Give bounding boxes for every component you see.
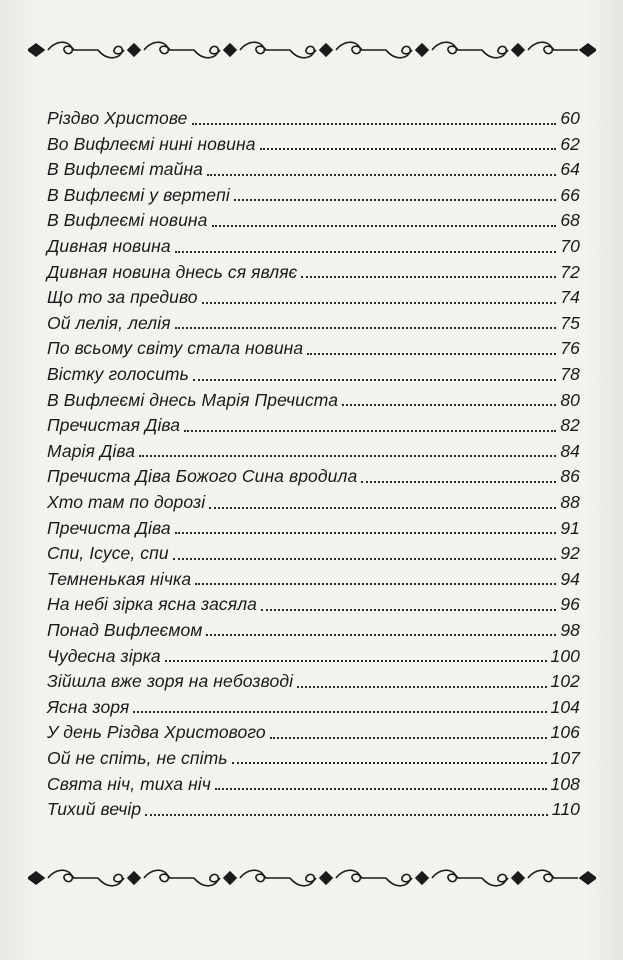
toc-entry-page-number: 66 <box>560 184 580 205</box>
toc-entry-title: Пречиста Діва Божого Сина вродила <box>47 466 358 487</box>
toc-entry-page-number: 92 <box>560 543 580 564</box>
toc-entry <box>47 742 580 768</box>
toc-entry <box>47 102 580 128</box>
toc-entry-page-number: 62 <box>560 133 580 154</box>
toc-entry-title: У день Різдва Христового <box>47 722 266 743</box>
toc-entry <box>47 153 580 179</box>
toc-entry-page-number: 100 <box>550 645 580 666</box>
toc-entry-page-number: 108 <box>550 773 580 794</box>
toc-entry-page-number: 98 <box>560 619 580 640</box>
toc-leader-dots <box>206 634 556 636</box>
toc-entry <box>47 128 580 154</box>
toc-entry <box>47 179 580 205</box>
toc-entry <box>47 307 580 333</box>
toc-leader-dots <box>232 762 547 764</box>
toc-entry-title: Спи, Ісусе, спи <box>47 543 169 564</box>
toc-entry-title: Марія Діва <box>47 440 136 461</box>
toc-entry-title: Дивная новина днесь ся являє <box>47 261 298 282</box>
toc-leader-dots <box>207 174 556 176</box>
toc-entry-title: Темненькая нічка <box>47 568 192 589</box>
toc-entry-title: Хто там по дорозі <box>47 492 206 512</box>
toc-entry-title: Тихий вечір <box>47 799 142 820</box>
toc-entry-title: Чудесна зірка <box>47 645 161 666</box>
toc-leader-dots <box>209 507 556 509</box>
toc-entry <box>47 614 580 640</box>
toc-entry-page-number: 110 <box>551 799 580 820</box>
toc-entry-title: Зійшла вже зоря на небозводі <box>47 671 294 692</box>
toc-leader-dots <box>342 404 556 406</box>
toc-leader-dots <box>307 353 556 355</box>
toc-entry <box>47 793 580 819</box>
toc-leader-dots <box>193 379 556 381</box>
toc-leader-dots <box>234 199 556 201</box>
toc-entry <box>47 563 580 589</box>
toc-entry-title: В Вифлеємі тайна <box>47 159 204 180</box>
toc-entry-page-number: 106 <box>550 722 580 743</box>
toc-entry-page-number: 60 <box>560 108 580 129</box>
table-of-contents <box>47 102 580 819</box>
toc-entry <box>47 716 580 742</box>
toc-entry <box>47 204 580 230</box>
toc-entry-title: В Вифлеємі днесь Марія Пречиста <box>47 389 339 410</box>
toc-entry-page-number: 86 <box>560 466 580 487</box>
toc-leader-dots <box>175 251 557 253</box>
toc-entry <box>47 281 580 307</box>
toc-entry <box>47 767 580 793</box>
toc-entry-page-number: 72 <box>560 261 580 282</box>
toc-leader-dots <box>133 711 546 713</box>
toc-leader-dots <box>261 609 556 611</box>
toc-leader-dots <box>202 302 557 304</box>
toc-entry <box>47 512 580 538</box>
toc-entry-page-number: 96 <box>560 594 580 615</box>
toc-entry <box>47 230 580 256</box>
toc-entry <box>47 588 580 614</box>
toc-leader-dots <box>175 532 557 534</box>
toc-entry-page-number: 64 <box>560 159 580 180</box>
toc-leader-dots <box>175 327 557 329</box>
toc-leader-dots <box>195 583 556 585</box>
toc-leader-dots <box>361 481 556 483</box>
toc-leader-dots <box>260 148 557 150</box>
toc-entry <box>47 691 580 717</box>
toc-entry-page-number: 68 <box>560 210 580 231</box>
toc-entry-page-number: 76 <box>560 338 580 359</box>
toc-entry-page-number: 104 <box>550 696 580 717</box>
toc-entry-title: В Вифлеємі у вертепі <box>47 184 230 205</box>
toc-entry-title: Во Вифлеємі нині новина <box>47 133 256 154</box>
toc-entry-page-number: 94 <box>560 568 580 589</box>
toc-entry <box>47 460 580 486</box>
toc-entry-page-number: 88 <box>560 492 580 512</box>
toc-leader-dots <box>270 737 547 739</box>
toc-entry-page-number: 75 <box>560 312 580 333</box>
toc-entry <box>47 665 580 691</box>
toc-leader-dots <box>139 455 556 457</box>
toc-entry-page-number: 78 <box>560 364 580 385</box>
toc-entry-title: Понад Вифлеємом <box>47 619 203 640</box>
toc-entry-title: Ой лелія, лелія <box>47 312 171 333</box>
toc-leader-dots <box>215 788 547 790</box>
toc-entry-title: Пречистая Діва <box>47 415 181 436</box>
toc-entry <box>47 409 580 435</box>
toc-entry <box>47 486 580 512</box>
toc-leader-dots <box>145 814 548 816</box>
toc-entry <box>47 332 580 358</box>
bottom-ornament-border <box>28 866 596 890</box>
toc-entry-title: Ясна зоря <box>47 696 130 717</box>
toc-entry-title: Пречиста Діва <box>47 517 171 538</box>
toc-entry-page-number: 70 <box>560 236 580 257</box>
toc-entry-page-number: 84 <box>560 440 580 461</box>
toc-leader-dots <box>173 558 557 560</box>
toc-entry-title: Ой не спіть, не спіть <box>47 747 228 768</box>
toc-entry <box>47 384 580 410</box>
toc-leader-dots <box>165 660 547 662</box>
toc-entry-title: Що то за предиво <box>47 287 198 308</box>
toc-leader-dots <box>192 123 557 125</box>
toc-entry-title: В Вифлеємі новина <box>47 210 208 231</box>
toc-entry-page-number: 82 <box>560 415 580 436</box>
toc-entry-title: На небі зірка ясна засяла <box>47 594 257 615</box>
toc-entry-page-number: 80 <box>560 389 580 410</box>
toc-entry <box>47 256 580 282</box>
toc-entry-page-number: 74 <box>560 287 580 308</box>
toc-entry <box>47 435 580 461</box>
toc-leader-dots <box>184 430 556 432</box>
toc-entry-title: Вістку голосить <box>47 364 189 385</box>
toc-entry-page-number: 102 <box>550 671 580 692</box>
toc-entry-title: По всьому світу стала новина <box>47 338 304 359</box>
toc-leader-dots <box>212 225 557 227</box>
toc-entry-page-number: 91 <box>560 517 580 538</box>
toc-entry-title: Різдво Христове <box>47 108 188 129</box>
toc-entry <box>47 639 580 665</box>
toc-entry-title: Свята ніч, тиха ніч <box>47 773 211 794</box>
toc-entry-page-number: 107 <box>550 747 580 768</box>
toc-entry-title: Дивная новина <box>47 236 171 257</box>
toc-leader-dots <box>297 686 546 688</box>
toc-leader-dots <box>301 276 556 278</box>
top-ornament-border <box>28 38 596 62</box>
toc-entry <box>47 537 580 563</box>
toc-entry <box>47 358 580 384</box>
